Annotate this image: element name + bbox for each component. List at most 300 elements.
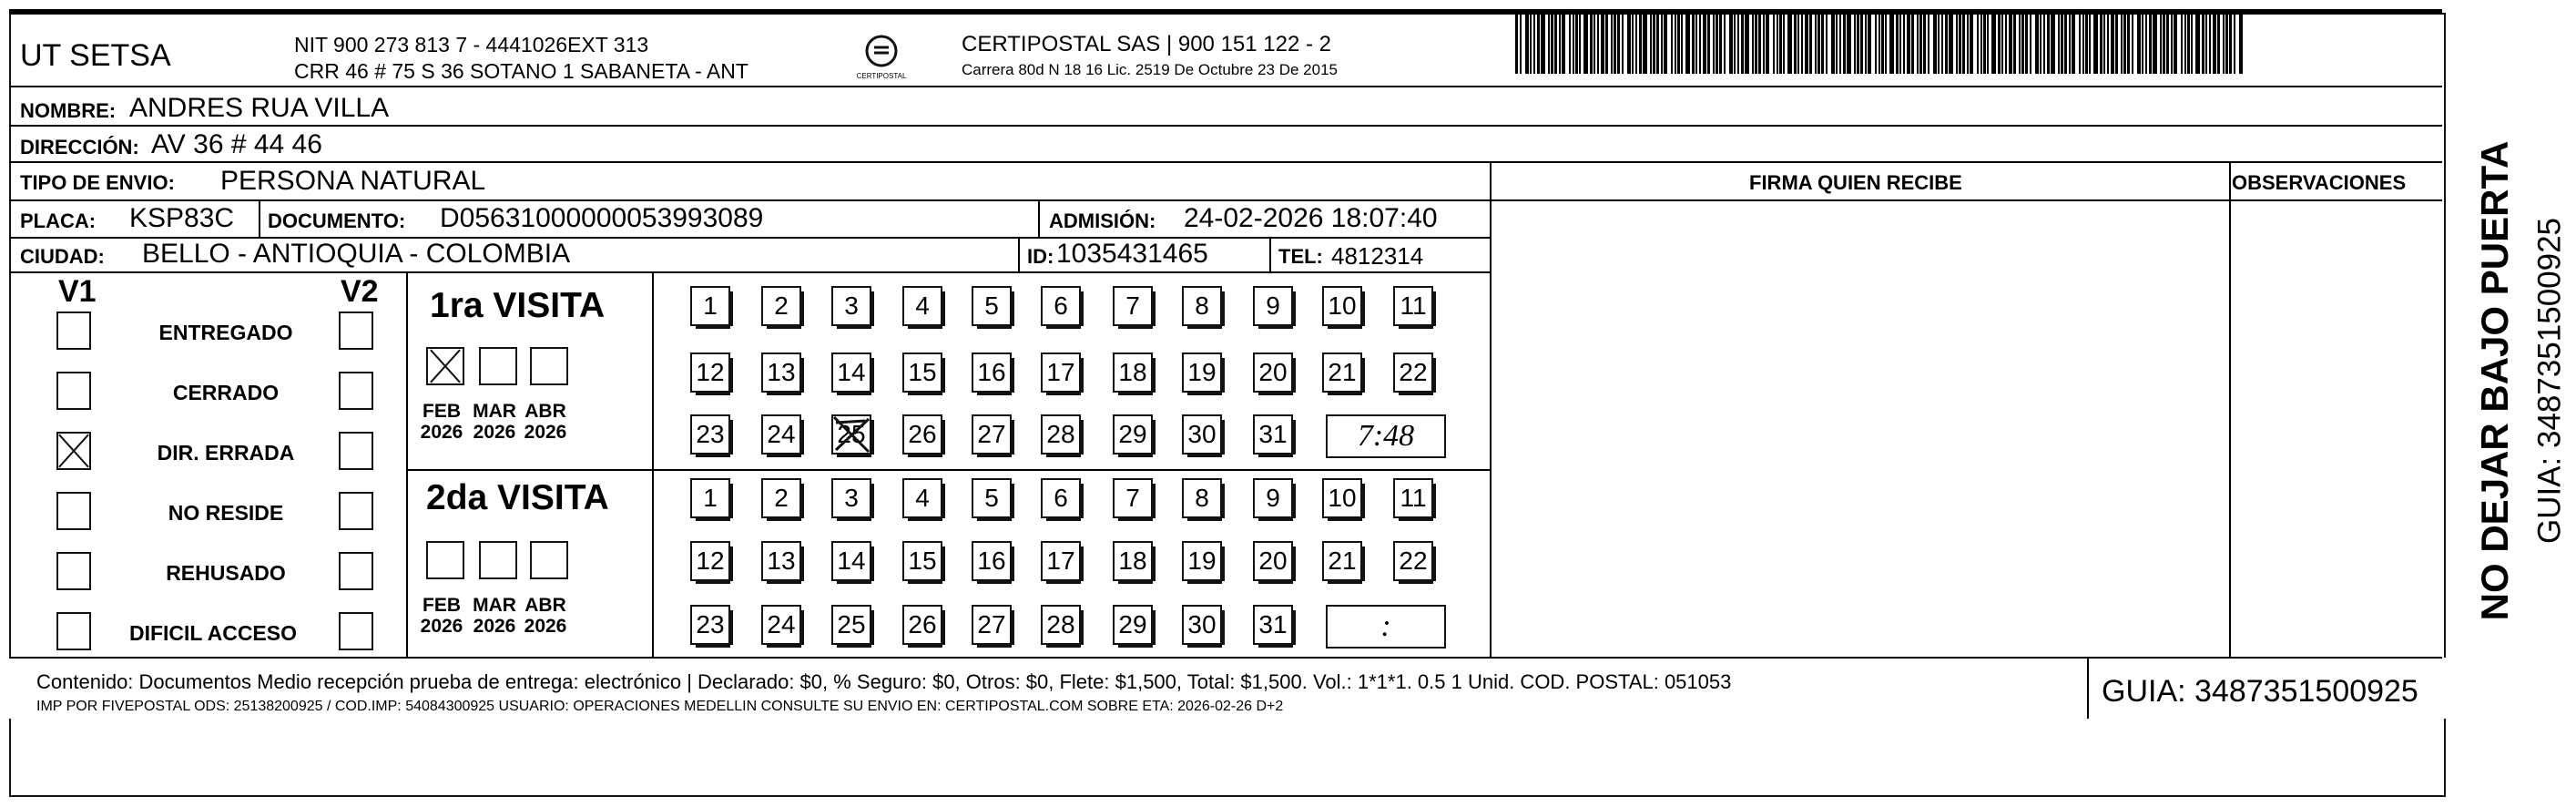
admision-value: 24-02-2026 18:07:40 bbox=[1184, 203, 1438, 233]
v1-checkbox-rehusado[interactable] bbox=[56, 552, 91, 590]
barcode-bar bbox=[1530, 14, 1532, 74]
id-value: 1035431465 bbox=[1056, 239, 1208, 269]
barcode-bar bbox=[2100, 14, 2103, 74]
barcode-bar bbox=[2030, 14, 2031, 74]
month-year: 2026 bbox=[524, 422, 567, 444]
barcode-bar bbox=[1865, 14, 1867, 74]
barcode-bar bbox=[1643, 14, 1647, 74]
barcode-bar bbox=[1745, 14, 1749, 74]
firma-header: FIRMA QUIEN RECIBE bbox=[1749, 171, 1962, 194]
v2-checkbox-dir-errada[interactable] bbox=[339, 432, 373, 470]
barcode-bar bbox=[2132, 14, 2133, 74]
second-visit-day-13[interactable]: 13 bbox=[761, 541, 801, 581]
barcode-bar bbox=[1839, 14, 1841, 74]
second-visit-day-23[interactable]: 23 bbox=[690, 605, 730, 645]
barcode-bar bbox=[2223, 14, 2225, 74]
barcode-bar bbox=[1639, 14, 1642, 74]
barcode-bar bbox=[1831, 14, 1835, 74]
barcode-bar bbox=[1875, 14, 1877, 74]
second-visit-day-11[interactable]: 11 bbox=[1393, 478, 1433, 518]
barcode-bar bbox=[2064, 14, 2067, 74]
placa-divider bbox=[259, 199, 260, 237]
admision-divider bbox=[1038, 199, 1040, 237]
first-visit-day-27[interactable]: 27 bbox=[972, 414, 1012, 455]
barcode-bar bbox=[1703, 14, 1706, 74]
first-visit-month-label bbox=[472, 401, 517, 443]
first-visit-day-23[interactable]: 23 bbox=[690, 414, 730, 455]
barcode-bar bbox=[1716, 14, 1718, 74]
first-visit-day-28[interactable]: 28 bbox=[1041, 414, 1081, 455]
barcode-bar bbox=[1537, 14, 1540, 74]
barcode-bar bbox=[1941, 14, 1943, 74]
barcode-bar bbox=[2149, 14, 2152, 74]
status-label: ENTREGADO bbox=[158, 321, 293, 344]
barcode-bar bbox=[1801, 14, 1803, 74]
header-divider bbox=[9, 86, 2442, 87]
first-visit-day-24[interactable]: 24 bbox=[761, 414, 801, 455]
second-visit-day-12[interactable]: 12 bbox=[690, 541, 730, 581]
barcode-bar bbox=[1695, 14, 1697, 74]
first-visit-month-checkbox-feb[interactable] bbox=[426, 347, 464, 385]
bottom-blank-frame bbox=[9, 719, 2446, 797]
barcode-bar bbox=[1611, 14, 1613, 74]
month-year: 2026 bbox=[524, 616, 567, 638]
barcode-bar bbox=[2069, 14, 2071, 74]
barcode-bar bbox=[2191, 14, 2193, 74]
rule-after-direccion bbox=[9, 161, 2442, 163]
second-visit-day-5[interactable]: 5 bbox=[972, 478, 1012, 518]
barcode-bar bbox=[1541, 14, 1545, 74]
logo-text: CERTIPOSTAL bbox=[856, 72, 907, 80]
barcode-bar bbox=[2181, 14, 2183, 74]
barcode-bar bbox=[2005, 14, 2007, 74]
second-visit-day-31[interactable]: 31 bbox=[1253, 605, 1293, 645]
status-label: DIFICIL ACCESO bbox=[128, 621, 297, 645]
v1-checkbox-cerrado[interactable] bbox=[56, 372, 91, 410]
barcode-bar bbox=[1928, 14, 1929, 74]
barcode-bar bbox=[1787, 14, 1792, 74]
first-visit-day-14[interactable]: 14 bbox=[831, 352, 871, 393]
v2-header: V2 bbox=[341, 274, 379, 309]
barcode-bar bbox=[1907, 14, 1910, 74]
second-visit-day-9[interactable]: 9 bbox=[1253, 478, 1293, 518]
barcode-bar bbox=[2234, 14, 2235, 74]
second-visit-day-6[interactable]: 6 bbox=[1041, 478, 1081, 518]
barcode-bar bbox=[2001, 14, 2003, 74]
rule-after-nombre bbox=[9, 125, 2442, 127]
second-visit-month-checkbox-abr[interactable] bbox=[530, 541, 568, 579]
barcode-bar bbox=[1777, 14, 1778, 74]
first-visit-time-box[interactable]: 7:48 bbox=[1326, 414, 1446, 458]
first-visit-day-31[interactable]: 31 bbox=[1253, 414, 1293, 455]
barcode-bar bbox=[1773, 14, 1775, 74]
second-visit-day-19[interactable]: 19 bbox=[1182, 541, 1222, 581]
barcode-bar bbox=[1671, 14, 1673, 74]
first-visit-day-10[interactable]: 10 bbox=[1322, 286, 1362, 326]
barcode-bar bbox=[2209, 14, 2211, 74]
placa-label: PLACA: bbox=[20, 209, 97, 232]
carrier-line: CERTIPOSTAL SAS | 900 151 122 - 2 bbox=[962, 32, 1331, 56]
second-visit-day-17[interactable]: 17 bbox=[1041, 541, 1081, 581]
second-visit-day-25[interactable]: 25 bbox=[831, 605, 871, 645]
v2-checkbox-rehusado[interactable] bbox=[339, 552, 373, 590]
second-visit-day-29[interactable]: 29 bbox=[1113, 605, 1153, 645]
barcode-bar bbox=[1741, 14, 1744, 74]
second-visit-day-16[interactable]: 16 bbox=[972, 541, 1012, 581]
second-visit-month-label bbox=[472, 595, 517, 637]
barcode-bar bbox=[1719, 14, 1722, 74]
admision-label: ADMISIÓN: bbox=[1049, 209, 1156, 232]
first-visit-day-6[interactable]: 6 bbox=[1041, 286, 1081, 326]
barcode-bar bbox=[2160, 14, 2162, 74]
second-visit-day-30[interactable]: 30 bbox=[1182, 605, 1222, 645]
rule-after-tipo bbox=[9, 199, 2442, 201]
nit-line: NIT 900 273 813 7 - 4441026EXT 313 bbox=[294, 33, 649, 56]
second-visit-day-8[interactable]: 8 bbox=[1182, 478, 1222, 518]
first-visit-day-15[interactable]: 15 bbox=[902, 352, 942, 393]
barcode-bar bbox=[1917, 14, 1919, 74]
barcode-bar bbox=[1933, 14, 1937, 74]
second-visit-month-checkbox-mar[interactable] bbox=[479, 541, 517, 579]
second-visit-day-22[interactable]: 22 bbox=[1393, 541, 1433, 581]
barcode-bar bbox=[1533, 14, 1535, 74]
direccion-label: DIRECCIÓN: bbox=[20, 136, 139, 158]
barcode-bar bbox=[2171, 14, 2173, 74]
barcode-bar bbox=[2085, 14, 2088, 74]
barcode-bar bbox=[2043, 14, 2045, 74]
barcode-bar bbox=[1826, 14, 1828, 74]
second-visit-title: 2da VISITA bbox=[426, 478, 609, 517]
barcode-bar bbox=[1987, 14, 1989, 74]
first-visit-day-18[interactable]: 18 bbox=[1113, 352, 1153, 393]
barcode-bar bbox=[2127, 14, 2130, 74]
barcode-bar bbox=[2174, 14, 2177, 74]
barcode-bar bbox=[1843, 14, 1846, 74]
second-visit-day-10[interactable]: 10 bbox=[1322, 478, 1362, 518]
month-day-divider bbox=[652, 271, 654, 658]
first-visit-day-26[interactable]: 26 bbox=[902, 414, 942, 455]
barcode bbox=[1515, 14, 2262, 76]
license-line: Carrera 80d N 18 16 Lic. 2519 De Octubre 23 De 2015 bbox=[962, 61, 1338, 78]
barcode-bar bbox=[1758, 14, 1761, 74]
barcode-bar bbox=[2013, 14, 2016, 74]
second-visit-day-7[interactable]: 7 bbox=[1113, 478, 1153, 518]
v2-checkbox-no-reside[interactable] bbox=[339, 492, 373, 530]
status-label: DIR. ERRADA bbox=[157, 441, 295, 465]
tel-value: 4812314 bbox=[1331, 242, 1424, 270]
day-cross-mark bbox=[830, 414, 872, 455]
first-visit-day-3[interactable]: 3 bbox=[831, 286, 871, 326]
barcode-bar bbox=[1573, 14, 1574, 74]
barcode-bar bbox=[2239, 14, 2243, 74]
barcode-bar bbox=[1949, 14, 1953, 74]
no-dejar-text: NO DEJAR BAJO PUERTA bbox=[2473, 140, 2516, 621]
barcode-bar bbox=[1685, 14, 1690, 74]
barcode-bar bbox=[1794, 14, 1797, 74]
tipo-value: PERSONA NATURAL bbox=[220, 166, 486, 196]
barcode-bar bbox=[1889, 14, 1894, 74]
barcode-bar bbox=[1945, 14, 1948, 74]
first-visit-day-9[interactable]: 9 bbox=[1253, 286, 1293, 326]
rule-after-ciudad bbox=[9, 271, 1490, 273]
barcode-bar bbox=[1614, 14, 1616, 74]
barcode-bar bbox=[2145, 14, 2147, 74]
month-name: MAR bbox=[473, 401, 516, 422]
barcode-bar bbox=[1847, 14, 1851, 74]
barcode-bar bbox=[2195, 14, 2200, 74]
first-visit-day-30[interactable]: 30 bbox=[1182, 414, 1222, 455]
barcode-bar bbox=[1783, 14, 1785, 74]
side-guia-text: GUIA: 3487351500925 bbox=[2531, 217, 2568, 545]
barcode-bar bbox=[1868, 14, 1871, 74]
barcode-bar bbox=[1681, 14, 1683, 74]
first-visit-day-25[interactable]: 25 bbox=[831, 414, 871, 455]
barcode-bar bbox=[1617, 14, 1620, 74]
barcode-bar bbox=[1991, 14, 1996, 74]
barcode-bar bbox=[1707, 14, 1710, 74]
second-visit-day-2[interactable]: 2 bbox=[761, 478, 801, 518]
second-visit-month-checkbox-feb[interactable] bbox=[426, 541, 464, 579]
v1-checkbox-entregado[interactable] bbox=[56, 312, 91, 350]
first-visit-day-5[interactable]: 5 bbox=[972, 286, 1012, 326]
barcode-bar bbox=[2142, 14, 2143, 74]
barcode-bar bbox=[2082, 14, 2084, 74]
month-name: ABR bbox=[524, 595, 566, 616]
v1-header: V1 bbox=[58, 274, 97, 309]
month-year: 2026 bbox=[420, 422, 463, 444]
barcode-bar bbox=[1525, 14, 1529, 74]
second-visit-day-21[interactable]: 21 bbox=[1322, 541, 1362, 581]
barcode-bar bbox=[1593, 14, 1595, 74]
v2-checkbox-dificil-acceso[interactable] bbox=[339, 612, 373, 650]
tel-divider bbox=[1269, 237, 1271, 271]
guia-box-value: GUIA: 3487351500925 bbox=[2102, 674, 2418, 709]
barcode-bar bbox=[2019, 14, 2021, 74]
barcode-bar bbox=[1752, 14, 1754, 74]
barcode-bar bbox=[1569, 14, 1571, 74]
barcode-bar bbox=[1601, 14, 1604, 74]
second-visit-day-27[interactable]: 27 bbox=[972, 605, 1012, 645]
barcode-bar bbox=[1809, 14, 1812, 74]
barcode-bar bbox=[1650, 14, 1652, 74]
barcode-bar bbox=[2153, 14, 2157, 74]
month-name: FEB bbox=[423, 401, 461, 422]
barcode-bar bbox=[1919, 14, 1922, 74]
barcode-bar bbox=[1699, 14, 1701, 74]
barcode-bar bbox=[2093, 14, 2098, 74]
status-visit-divider bbox=[406, 271, 408, 658]
first-visit-day-11[interactable]: 11 bbox=[1393, 286, 1433, 326]
status-label: CERRADO bbox=[172, 381, 280, 404]
observaciones-left-divider bbox=[2229, 161, 2231, 658]
barcode-bar bbox=[1590, 14, 1593, 74]
second-visit-day-3[interactable]: 3 bbox=[831, 478, 871, 518]
barcode-bar bbox=[1622, 14, 1624, 74]
month-name: FEB bbox=[423, 595, 461, 616]
first-visit-day-7[interactable]: 7 bbox=[1113, 286, 1153, 326]
barcode-bar bbox=[1677, 14, 1680, 74]
month-year: 2026 bbox=[473, 422, 516, 444]
contenido-text: Contenido: Documentos Medio recepción prueba de entrega: electrónico | Declarado: $0, % Seguro: $0, Otros: $0, Flete: $1,500, Total: $1,500. Vol.: 1*1*1. 0.5 1 Unid. COD. POSTAL: 051053 bbox=[36, 670, 1732, 693]
status-label: NO RESIDE bbox=[168, 501, 284, 525]
v1-checkbox-no-reside[interactable] bbox=[56, 492, 91, 530]
barcode-bar bbox=[1554, 14, 1557, 74]
barcode-bar bbox=[1627, 14, 1631, 74]
barcode-bar bbox=[2025, 14, 2028, 74]
month-name: ABR bbox=[524, 401, 566, 422]
barcode-bar bbox=[1635, 14, 1637, 74]
second-visit-month-label bbox=[419, 595, 464, 637]
first-visit-day-8[interactable]: 8 bbox=[1182, 286, 1222, 326]
second-visit-day-15[interactable]: 15 bbox=[902, 541, 942, 581]
barcode-bar bbox=[2163, 14, 2165, 74]
first-visit-day-2[interactable]: 2 bbox=[761, 286, 801, 326]
barcode-bar bbox=[1551, 14, 1553, 74]
firma-left-divider bbox=[1490, 161, 1492, 658]
first-visit-day-29[interactable]: 29 bbox=[1113, 414, 1153, 455]
first-visit-day-12[interactable]: 12 bbox=[690, 352, 730, 393]
barcode-bar bbox=[1692, 14, 1695, 74]
barcode-bar bbox=[1656, 14, 1659, 74]
barcode-bar bbox=[1737, 14, 1739, 74]
first-visit-day-1[interactable]: 1 bbox=[690, 286, 730, 326]
first-visit-day-22[interactable]: 22 bbox=[1393, 352, 1433, 393]
second-visit-day-28[interactable]: 28 bbox=[1041, 605, 1081, 645]
second-visit-day-4[interactable]: 4 bbox=[902, 478, 942, 518]
barcode-bar bbox=[1923, 14, 1926, 74]
id-divider bbox=[1018, 237, 1020, 271]
second-visit-month-label bbox=[523, 595, 568, 637]
barcode-bar bbox=[1583, 14, 1588, 74]
first-visit-day-17[interactable]: 17 bbox=[1041, 352, 1081, 393]
barcode-bar bbox=[1766, 14, 1769, 74]
barcode-bar bbox=[1734, 14, 1736, 74]
address-line: CRR 46 # 75 S 36 SOTANO 1 SABANETA - ANT bbox=[294, 59, 748, 83]
barcode-bar bbox=[1520, 14, 1522, 74]
v1-checkbox-dificil-acceso[interactable] bbox=[56, 612, 91, 650]
barcode-bar bbox=[2217, 14, 2220, 74]
barcode-bar bbox=[1797, 14, 1799, 74]
barcode-bar bbox=[1579, 14, 1581, 74]
v2-checkbox-entregado[interactable] bbox=[339, 312, 373, 350]
barcode-bar bbox=[2058, 14, 2060, 74]
barcode-bar bbox=[1959, 14, 1961, 74]
barcode-bar bbox=[1970, 14, 1973, 74]
month-name: MAR bbox=[473, 595, 516, 616]
barcode-bar bbox=[1597, 14, 1599, 74]
barcode-bar bbox=[1911, 14, 1914, 74]
first-visit-day-16[interactable]: 16 bbox=[972, 352, 1012, 393]
tel-label: TEL: bbox=[1278, 245, 1323, 268]
v1-checkbox-dir-errada[interactable] bbox=[56, 432, 91, 470]
first-visit-month-checkbox-mar[interactable] bbox=[479, 347, 517, 385]
first-visit-day-20[interactable]: 20 bbox=[1253, 352, 1293, 393]
barcode-bar bbox=[2229, 14, 2232, 74]
barcode-bar bbox=[2115, 14, 2118, 74]
barcode-bar bbox=[2021, 14, 2024, 74]
v2-checkbox-cerrado[interactable] bbox=[339, 372, 373, 410]
month-year: 2026 bbox=[420, 616, 463, 638]
barcode-bar bbox=[1899, 14, 1901, 74]
barcode-bar bbox=[2107, 14, 2109, 74]
barcode-bar bbox=[1562, 14, 1565, 74]
barcode-bar bbox=[1956, 14, 1958, 74]
footer-top-rule bbox=[9, 657, 2442, 659]
barcode-bar bbox=[1575, 14, 1578, 74]
second-visit-day-1[interactable]: 1 bbox=[690, 478, 730, 518]
ciudad-label: CIUDAD: bbox=[20, 245, 105, 268]
barcode-bar bbox=[1559, 14, 1561, 74]
barcode-bar bbox=[1980, 14, 1982, 74]
barcode-bar bbox=[1885, 14, 1887, 74]
visit-split-line bbox=[406, 469, 1490, 471]
barcode-bar bbox=[2079, 14, 2081, 74]
barcode-bar bbox=[2225, 14, 2228, 74]
barcode-bar bbox=[2051, 14, 2055, 74]
second-visit-time-box[interactable]: : bbox=[1326, 605, 1446, 649]
barcode-bar bbox=[1821, 14, 1824, 74]
barcode-bar bbox=[1903, 14, 1905, 74]
barcode-bar bbox=[2166, 14, 2169, 74]
first-visit-title: 1ra VISITA bbox=[430, 286, 606, 325]
barcode-bar bbox=[2103, 14, 2105, 74]
barcode-bar bbox=[2187, 14, 2190, 74]
barcode-bar bbox=[2202, 14, 2204, 74]
second-visit-day-14[interactable]: 14 bbox=[831, 541, 871, 581]
id-label: ID: bbox=[1027, 245, 1054, 268]
guia-box-divider bbox=[2087, 659, 2089, 719]
first-visit-day-13[interactable]: 13 bbox=[761, 352, 801, 393]
first-visit-month-label bbox=[523, 401, 568, 443]
placa-value: KSP83C bbox=[129, 203, 235, 233]
second-visit-day-18[interactable]: 18 bbox=[1113, 541, 1153, 581]
first-visit-day-19[interactable]: 19 bbox=[1182, 352, 1222, 393]
barcode-bar bbox=[1779, 14, 1782, 74]
barcode-bar bbox=[1632, 14, 1634, 74]
ciudad-value: BELLO - ANTIOQUIA - COLOMBIA bbox=[142, 239, 571, 269]
barcode-bar bbox=[2184, 14, 2186, 74]
second-visit-day-26[interactable]: 26 bbox=[902, 605, 942, 645]
barcode-bar bbox=[2205, 14, 2207, 74]
barcode-bar bbox=[1857, 14, 1859, 74]
barcode-bar bbox=[1962, 14, 1965, 74]
nombre-label: NOMBRE: bbox=[20, 99, 117, 122]
status-label: REHUSADO bbox=[166, 561, 286, 585]
barcode-bar bbox=[1548, 14, 1550, 74]
barcode-bar bbox=[1977, 14, 1979, 74]
first-visit-month-checkbox-abr[interactable] bbox=[530, 347, 568, 385]
barcode-bar bbox=[1805, 14, 1808, 74]
barcode-bar bbox=[1661, 14, 1663, 74]
second-visit-day-20[interactable]: 20 bbox=[1253, 541, 1293, 581]
barcode-bar bbox=[1896, 14, 1899, 74]
barcode-bar bbox=[1664, 14, 1667, 74]
barcode-bar bbox=[1860, 14, 1863, 74]
barcode-bar bbox=[1763, 14, 1765, 74]
observaciones-header: OBSERVACIONES bbox=[2232, 171, 2407, 194]
barcode-bar bbox=[1713, 14, 1715, 74]
company-name: UT SETSA bbox=[20, 38, 171, 73]
first-visit-day-4[interactable]: 4 bbox=[902, 286, 942, 326]
second-visit-day-24[interactable]: 24 bbox=[761, 605, 801, 645]
barcode-bar bbox=[1515, 14, 1518, 74]
barcode-bar bbox=[1836, 14, 1838, 74]
barcode-bar bbox=[1879, 14, 1880, 74]
first-visit-day-21[interactable]: 21 bbox=[1322, 352, 1362, 393]
barcode-bar bbox=[2047, 14, 2050, 74]
barcode-bar bbox=[1653, 14, 1655, 74]
barcode-bar bbox=[2123, 14, 2126, 74]
